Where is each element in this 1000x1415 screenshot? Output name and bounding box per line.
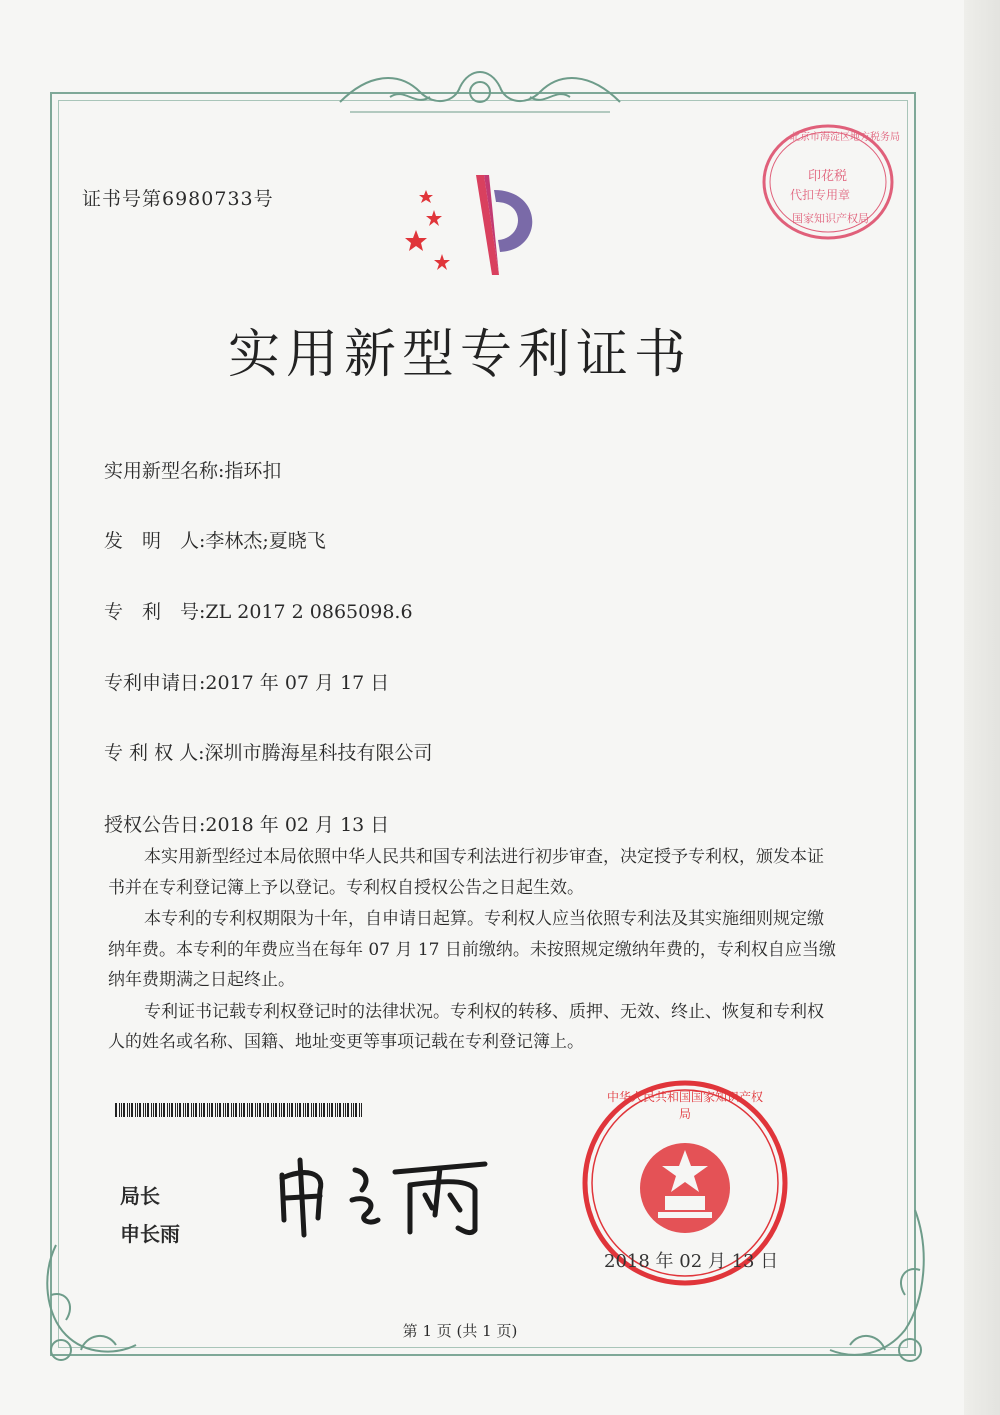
field-label: 专 利 权 人: xyxy=(104,742,205,764)
bottom-right-ornament xyxy=(815,1200,935,1375)
barcode-bar xyxy=(347,1103,349,1117)
barcode-bar xyxy=(227,1103,229,1117)
barcode-bar xyxy=(307,1103,309,1117)
barcode-bar xyxy=(359,1103,360,1117)
field-label: 实用新型名称: xyxy=(104,460,225,482)
field-inventor xyxy=(104,526,326,553)
field-patentee xyxy=(104,738,433,765)
certificate-body xyxy=(108,842,838,1059)
barcode-bar xyxy=(265,1103,266,1117)
barcode-bar xyxy=(303,1103,304,1117)
barcode-bar xyxy=(313,1103,314,1117)
barcode-bar xyxy=(259,1103,261,1117)
barcode-bar xyxy=(241,1103,242,1117)
barcode-bar xyxy=(179,1103,181,1117)
scan-edge xyxy=(964,0,1000,1415)
barcode-bar xyxy=(283,1103,285,1117)
barcode-bar xyxy=(199,1103,200,1117)
body-paragraph: 本专利的专利权期限为十年，自申请日起算。专利权人应当依照专利法及其实施细则规定缴纳年费。本专利的年费应当在每年 07 月 17 日前缴纳。未按照规定缴纳年费的，专利权自应当缴纳年费期满之日起终止。 xyxy=(108,909,836,990)
barcode-bar xyxy=(271,1103,272,1117)
barcode-bar xyxy=(215,1103,216,1117)
bottom-left-ornament xyxy=(36,1235,146,1375)
barcode-bar xyxy=(239,1103,240,1117)
barcode-bar xyxy=(177,1103,178,1117)
director-name: 申长雨 xyxy=(120,1222,180,1246)
barcode-bar xyxy=(151,1103,152,1117)
barcode-bar xyxy=(343,1103,344,1117)
field-patent-number xyxy=(104,597,413,624)
barcode-bar xyxy=(257,1103,258,1117)
barcode-bar xyxy=(235,1103,237,1117)
barcode-bar xyxy=(273,1103,274,1117)
barcode-bar xyxy=(263,1103,264,1117)
barcode-bar xyxy=(115,1103,117,1117)
barcode-bar xyxy=(287,1103,288,1117)
barcode-bar xyxy=(295,1103,296,1117)
barcode-bar xyxy=(147,1103,149,1117)
barcode-bar xyxy=(311,1103,312,1117)
barcode-bar xyxy=(123,1103,125,1117)
barcode-bar xyxy=(251,1103,253,1117)
page-number: 第 1 页 (共 1 页) xyxy=(402,1322,518,1340)
barcode-bar xyxy=(129,1103,130,1117)
barcode-bar xyxy=(345,1103,346,1117)
barcode-bar xyxy=(217,1103,218,1117)
seal-date: 2018 年 02 月 13 日 xyxy=(604,1251,779,1272)
barcode-bar xyxy=(153,1103,154,1117)
barcode-bar xyxy=(243,1103,245,1117)
patent-office-logo xyxy=(404,170,554,280)
barcode-bar xyxy=(339,1103,341,1117)
barcode-bar xyxy=(331,1103,333,1117)
barcode-bar xyxy=(143,1103,144,1117)
tax-stamp-inner-text-2: 代扣专用章 xyxy=(790,188,851,202)
barcode-bar xyxy=(169,1103,170,1117)
field-label: 授权公告日: xyxy=(104,814,206,836)
barcode-bar xyxy=(127,1103,128,1117)
field-utility-model-name xyxy=(104,456,281,483)
barcode-bar xyxy=(191,1103,192,1117)
barcode-bar xyxy=(267,1103,269,1117)
barcode-bar xyxy=(155,1103,157,1117)
barcode-bar xyxy=(351,1103,352,1117)
field-label: 专利申请日: xyxy=(104,672,206,694)
barcode-bar xyxy=(223,1103,224,1117)
barcode-bar xyxy=(219,1103,221,1117)
barcode-bar xyxy=(135,1103,136,1117)
barcode-bar xyxy=(163,1103,165,1117)
barcode-bar xyxy=(175,1103,176,1117)
barcode-bar xyxy=(233,1103,234,1117)
field-application-date xyxy=(104,668,389,695)
barcode-bar xyxy=(299,1103,301,1117)
barcode-bar xyxy=(161,1103,162,1117)
field-value: 2017 年 07 月 17 日 xyxy=(205,672,390,694)
director-signature xyxy=(270,1150,500,1240)
barcode-bar xyxy=(247,1103,248,1117)
barcode-bar xyxy=(319,1103,320,1117)
barcode-bar xyxy=(187,1103,189,1117)
official-seal-text: 中华人民共和国国家知识产权局 xyxy=(606,1090,763,1121)
field-label: 专 利 号: xyxy=(104,601,206,623)
top-ornament xyxy=(330,62,630,122)
barcode-bar xyxy=(211,1103,213,1117)
barcode-bar xyxy=(291,1103,293,1117)
barcode-bar xyxy=(289,1103,290,1117)
tax-stamp-bottom-text: 国家知识产权局 xyxy=(792,212,869,225)
barcode-bar xyxy=(203,1103,205,1117)
field-value: ZL 2017 2 0865098.6 xyxy=(205,601,413,623)
barcode-bar xyxy=(337,1103,338,1117)
barcode-bar xyxy=(185,1103,186,1117)
barcode xyxy=(115,1103,365,1117)
certificate-number: 证书号第6980733号 xyxy=(82,188,274,210)
barcode-bar xyxy=(249,1103,250,1117)
barcode-bar xyxy=(297,1103,298,1117)
barcode-bar xyxy=(201,1103,202,1117)
field-value: 2018 年 02 月 13 日 xyxy=(205,814,390,836)
barcode-bar xyxy=(139,1103,141,1117)
field-value: 李林杰;夏晓飞 xyxy=(205,530,326,552)
barcode-bar xyxy=(275,1103,277,1117)
barcode-bar xyxy=(159,1103,160,1117)
barcode-bar xyxy=(329,1103,330,1117)
field-grant-date xyxy=(104,810,389,837)
barcode-bar xyxy=(321,1103,322,1117)
field-value: 深圳市腾海星科技有限公司 xyxy=(204,742,433,764)
barcode-bar xyxy=(305,1103,306,1117)
barcode-bar xyxy=(167,1103,168,1117)
barcode-bar xyxy=(183,1103,184,1117)
certificate-title: 实用新型专利证书 xyxy=(227,325,692,385)
barcode-bar xyxy=(353,1103,354,1117)
barcode-bar xyxy=(281,1103,282,1117)
barcode-bar xyxy=(225,1103,226,1117)
barcode-bar xyxy=(255,1103,256,1117)
barcode-bar xyxy=(195,1103,197,1117)
barcode-bar xyxy=(279,1103,280,1117)
body-paragraph: 专利证书记载专利权登记时的法律状况。专利权的转移、质押、无效、终止、恢复和专利权人的姓名或名称、国籍、地址变更等事项记载在专利登记簿上。 xyxy=(108,1001,824,1052)
tax-stamp-inner-text: 印花税 xyxy=(808,169,848,184)
barcode-bar xyxy=(171,1103,173,1117)
barcode-bar xyxy=(361,1103,362,1117)
barcode-bar xyxy=(119,1103,120,1117)
director-title: 局长 xyxy=(120,1184,160,1208)
field-value: 指环扣 xyxy=(224,460,282,482)
barcode-bar xyxy=(145,1103,146,1117)
barcode-bar xyxy=(131,1103,133,1117)
barcode-bar xyxy=(315,1103,317,1117)
barcode-bar xyxy=(207,1103,208,1117)
barcode-bar xyxy=(231,1103,232,1117)
tax-stamp-arc-text: 北京市海淀区地方税务局 xyxy=(790,132,900,143)
body-paragraph: 本实用新型经过本局依照中华人民共和国专利法进行初步审查，决定授予专利权，颁发本证书并在专利登记簿上予以登记。专利权自授权公告之日起生效。 xyxy=(108,847,824,898)
barcode-bar xyxy=(193,1103,194,1117)
barcode-bar xyxy=(335,1103,336,1117)
barcode-bar xyxy=(323,1103,325,1117)
barcode-bar xyxy=(121,1103,122,1117)
barcode-bar xyxy=(355,1103,357,1117)
barcode-bar xyxy=(137,1103,138,1117)
field-label: 发 明 人: xyxy=(104,530,206,552)
barcode-bar xyxy=(327,1103,328,1117)
barcode-bar xyxy=(209,1103,210,1117)
